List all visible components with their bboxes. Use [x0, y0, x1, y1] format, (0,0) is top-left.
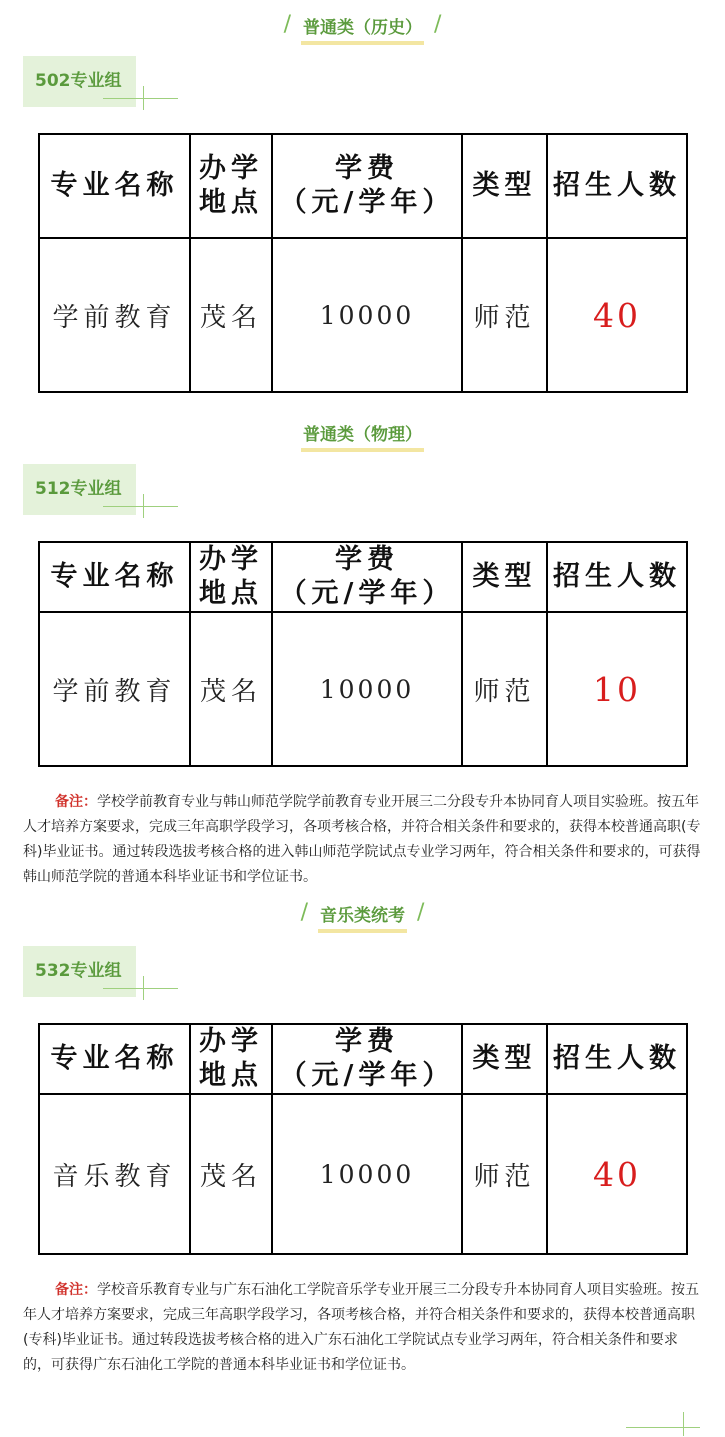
- group-label-text: 502专业组: [35, 71, 122, 91]
- header-enroll: 招生人数: [547, 134, 687, 238]
- cell-type: 师范: [462, 1094, 547, 1254]
- cell-fee: 10000: [272, 612, 462, 766]
- header-type: 类型: [462, 134, 547, 238]
- cell-fee: 10000: [272, 238, 462, 392]
- slash-decor: /: [300, 900, 308, 925]
- note-label: 备注：: [55, 1282, 97, 1298]
- header-fee-line1: 学费: [335, 1026, 399, 1057]
- table-header-row: [39, 542, 687, 612]
- footer-corner-decor: [683, 1412, 684, 1436]
- note-paragraph-532: [23, 1278, 703, 1378]
- header-major-name: 专业名称: [39, 134, 190, 238]
- header-major-name: 专业名称: [39, 542, 190, 612]
- slash-decor: /: [434, 12, 442, 37]
- table-row: [39, 612, 687, 766]
- slash-decor: /: [417, 900, 425, 925]
- cell-major-name: 学前教育: [39, 238, 190, 392]
- corner-decor: [143, 976, 144, 1000]
- group-label-text: 532专业组: [35, 961, 122, 981]
- cell-location: 茂名: [190, 1094, 272, 1254]
- header-location-line2: 地点: [199, 187, 263, 218]
- section-title-text: 音乐类统考: [318, 901, 407, 933]
- header-type: 类型: [462, 1024, 547, 1094]
- section-title-physics: [0, 420, 725, 452]
- header-location-line2: 地点: [199, 1060, 263, 1091]
- table-row: [39, 1094, 687, 1254]
- header-fee-line2: （元/学年）: [279, 1060, 455, 1091]
- cell-fee: 10000: [272, 1094, 462, 1254]
- cell-type: 师范: [462, 238, 547, 392]
- cell-enroll-count: 40: [547, 1094, 687, 1254]
- section-title-music: [0, 900, 725, 933]
- cell-location: 茂名: [190, 238, 272, 392]
- cell-enroll-count: 10: [547, 612, 687, 766]
- group-label-512: [23, 464, 136, 515]
- cell-enroll-count: 40: [547, 238, 687, 392]
- header-fee-line2: （元/学年）: [279, 187, 455, 218]
- table-row: [39, 238, 687, 392]
- header-location-line1: 办学: [199, 544, 263, 575]
- cell-location: 茂名: [190, 612, 272, 766]
- cell-type: 师范: [462, 612, 547, 766]
- group-label-502: [23, 56, 136, 107]
- footer-corner-decor: [626, 1427, 700, 1428]
- header-fee-line1: 学费: [335, 544, 399, 575]
- table-header-row: [39, 134, 687, 238]
- header-location: [190, 134, 272, 238]
- header-fee: [272, 134, 462, 238]
- major-table-502: [38, 133, 688, 393]
- header-enroll: 招生人数: [547, 542, 687, 612]
- note-label: 备注：: [55, 794, 97, 810]
- header-fee-line2: （元/学年）: [279, 578, 455, 609]
- note-paragraph-512: [23, 790, 703, 890]
- corner-decor: [143, 494, 144, 518]
- corner-decor: [103, 506, 178, 507]
- corner-decor: [143, 86, 144, 110]
- header-fee: [272, 542, 462, 612]
- group-label-532: [23, 946, 136, 997]
- header-fee: [272, 1024, 462, 1094]
- section-title-text: 普通类（历史）: [301, 13, 424, 45]
- cell-major-name: 学前教育: [39, 612, 190, 766]
- header-major-name: 专业名称: [39, 1024, 190, 1094]
- group-label-text: 512专业组: [35, 479, 122, 499]
- section-title-text: 普通类（物理）: [301, 420, 424, 452]
- note-text: 学校音乐教育专业与广东石油化工学院音乐学专业开展三二分段专升本协同育人项目实验班。按五年人才培养方案要求，完成三年高职学段学习，各项考核合格，并符合相关条件和要求的，获得本校普通高职(专科)毕业证书。通过转段选拔考核合格的进入广东石油化工学院试点专业学习两年，符合相关条件和要求的，可获得广东石油化工学院的普通本科毕业证书和学位证书。: [23, 1282, 699, 1373]
- header-location-line2: 地点: [199, 578, 263, 609]
- header-location-line1: 办学: [199, 1026, 263, 1057]
- header-fee-line1: 学费: [335, 153, 399, 184]
- table-header-row: [39, 1024, 687, 1094]
- corner-decor: [103, 988, 178, 989]
- header-location: [190, 542, 272, 612]
- major-table-532: [38, 1023, 688, 1255]
- cell-major-name: 音乐教育: [39, 1094, 190, 1254]
- section-title-history: [0, 12, 725, 45]
- header-location-line1: 办学: [199, 153, 263, 184]
- slash-decor: /: [283, 12, 291, 37]
- major-table-512: [38, 541, 688, 767]
- header-location: [190, 1024, 272, 1094]
- note-text: 学校学前教育专业与韩山师范学院学前教育专业开展三二分段专升本协同育人项目实验班。按五年人才培养方案要求，完成三年高职学段学习，各项考核合格，并符合相关条件和要求的，获得本校普通高职(专科)毕业证书。通过转段选拔考核合格的进入韩山师范学院试点专业学习两年，符合相关条件和要求的，可获得韩山师范学院的普通本科毕业证书和学位证书。: [23, 794, 701, 885]
- corner-decor: [103, 98, 178, 99]
- header-type: 类型: [462, 542, 547, 612]
- header-enroll: 招生人数: [547, 1024, 687, 1094]
